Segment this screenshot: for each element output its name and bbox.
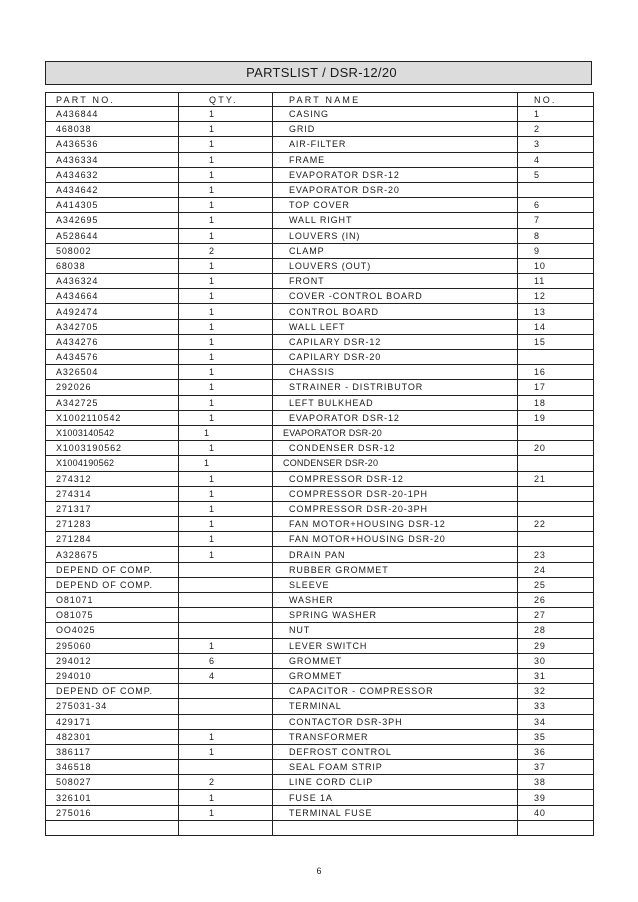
part-name-cell: EVAPORATOR DSR-12 bbox=[273, 410, 518, 425]
item-no-cell: 8 bbox=[518, 228, 594, 243]
qty-cell: 1 bbox=[179, 805, 273, 820]
qty-cell: 2 bbox=[179, 243, 273, 258]
qty-cell: 1 bbox=[179, 228, 273, 243]
table-row bbox=[46, 517, 594, 532]
qty-cell: 1 bbox=[179, 744, 273, 759]
table-row bbox=[46, 122, 594, 137]
part-name-cell: TRANSFORMER bbox=[273, 729, 518, 744]
part-no-cell: A436844 bbox=[46, 107, 179, 122]
part-name-cell: CAPACITOR - COMPRESSOR bbox=[273, 684, 518, 699]
qty-cell: 1 bbox=[179, 319, 273, 334]
qty-cell: 1 bbox=[179, 501, 273, 516]
qty-cell bbox=[179, 699, 273, 714]
item-no-cell: 3 bbox=[518, 137, 594, 152]
table-row bbox=[46, 684, 594, 699]
part-no-cell: O81075 bbox=[46, 608, 179, 623]
page-title: PARTSLIST / DSR-12/20 bbox=[246, 65, 397, 80]
qty-cell: 1 bbox=[179, 410, 273, 425]
qty-cell: 1 bbox=[179, 532, 273, 547]
part-name-cell: CONTACTOR DSR-3PH bbox=[273, 714, 518, 729]
table-row bbox=[46, 608, 594, 623]
part-no-cell: X1003190562 bbox=[46, 441, 179, 456]
table-row bbox=[46, 547, 594, 562]
item-no-cell: 39 bbox=[518, 790, 594, 805]
item-no-cell: 37 bbox=[518, 760, 594, 775]
qty-cell: 1 bbox=[179, 182, 273, 197]
item-no-cell: 26 bbox=[518, 593, 594, 608]
part-name-cell: FAN MOTOR+HOUSING DSR-20 bbox=[273, 532, 518, 547]
item-no-cell: 31 bbox=[518, 668, 594, 683]
part-name-cell: WALL RIGHT bbox=[273, 213, 518, 228]
part-no-cell: A342725 bbox=[46, 395, 179, 410]
qty-cell: 1 bbox=[179, 137, 273, 152]
part-no-cell: A434664 bbox=[46, 289, 179, 304]
qty-cell: 1 bbox=[179, 304, 273, 319]
qty-cell: 1 bbox=[179, 380, 273, 395]
qty-cell: 1 bbox=[179, 274, 273, 289]
qty-cell bbox=[179, 577, 273, 592]
qty-cell: 1 bbox=[179, 638, 273, 653]
table-row bbox=[46, 152, 594, 167]
part-no-cell: 271317 bbox=[46, 501, 179, 516]
part-no-cell: 68038 bbox=[46, 258, 179, 273]
table-row bbox=[46, 653, 594, 668]
table-row bbox=[46, 213, 594, 228]
table-row bbox=[46, 410, 594, 425]
part-no-cell: 326101 bbox=[46, 790, 179, 805]
item-no-cell: 17 bbox=[518, 380, 594, 395]
part-name-cell: TOP COVER bbox=[273, 198, 518, 213]
parts-table-body bbox=[46, 107, 594, 836]
part-name-cell: WALL LEFT bbox=[273, 319, 518, 334]
item-no-cell: 38 bbox=[518, 775, 594, 790]
item-no-cell bbox=[518, 425, 594, 440]
item-no-cell: 6 bbox=[518, 198, 594, 213]
table-row bbox=[46, 425, 594, 440]
qty-cell: 1 bbox=[179, 107, 273, 122]
part-name-cell: AIR-FILTER bbox=[273, 137, 518, 152]
part-name-cell: COMPRESSOR DSR-20-1PH bbox=[273, 486, 518, 501]
part-no-cell: A528644 bbox=[46, 228, 179, 243]
part-name-cell: CLAMP bbox=[273, 243, 518, 258]
table-row bbox=[46, 577, 594, 592]
part-no-cell: A342705 bbox=[46, 319, 179, 334]
table-row bbox=[46, 182, 594, 197]
part-no-cell: A414305 bbox=[46, 198, 179, 213]
item-no-cell: 12 bbox=[518, 289, 594, 304]
part-name-cell: COVER -CONTROL BOARD bbox=[273, 289, 518, 304]
item-no-cell: 9 bbox=[518, 243, 594, 258]
part-no-cell: A434276 bbox=[46, 334, 179, 349]
part-no-cell: A436324 bbox=[46, 274, 179, 289]
item-no-cell: 21 bbox=[518, 471, 594, 486]
parts-table bbox=[45, 92, 594, 836]
part-name-cell: GROMMET bbox=[273, 653, 518, 668]
part-no-cell: DEPEND OF COMP. bbox=[46, 562, 179, 577]
item-no-cell: 40 bbox=[518, 805, 594, 820]
qty-cell bbox=[179, 714, 273, 729]
partslist-title-box bbox=[45, 61, 592, 85]
item-no-cell bbox=[518, 182, 594, 197]
table-row bbox=[46, 258, 594, 273]
part-name-cell: CONTROL BOARD bbox=[273, 304, 518, 319]
part-no-cell: A436536 bbox=[46, 137, 179, 152]
part-name-cell: CHASSIS bbox=[273, 365, 518, 380]
table-row bbox=[46, 775, 594, 790]
part-name-cell: SLEEVE bbox=[273, 577, 518, 592]
item-no-cell: 4 bbox=[518, 152, 594, 167]
table-row bbox=[46, 107, 594, 122]
item-no-cell: 36 bbox=[518, 744, 594, 759]
qty-cell: 1 bbox=[179, 152, 273, 167]
part-no-cell: 294012 bbox=[46, 653, 179, 668]
table-row bbox=[46, 365, 594, 380]
table-row bbox=[46, 243, 594, 258]
part-no-cell: A434642 bbox=[46, 182, 179, 197]
table-row-empty bbox=[46, 820, 594, 835]
table-row bbox=[46, 289, 594, 304]
qty-cell bbox=[179, 760, 273, 775]
header-part-no: PART NO. bbox=[46, 93, 179, 107]
part-no-cell: A436334 bbox=[46, 152, 179, 167]
qty-cell bbox=[179, 562, 273, 577]
item-no-cell: 34 bbox=[518, 714, 594, 729]
table-row bbox=[46, 137, 594, 152]
item-no-cell: 23 bbox=[518, 547, 594, 562]
part-no-cell: 274314 bbox=[46, 486, 179, 501]
part-name-cell: DEFROST CONTROL bbox=[273, 744, 518, 759]
table-row bbox=[46, 805, 594, 820]
part-no-cell: X1002110542 bbox=[46, 410, 179, 425]
part-name-cell: FUSE 1A bbox=[273, 790, 518, 805]
table-row bbox=[46, 441, 594, 456]
part-no-cell: 292026 bbox=[46, 380, 179, 395]
part-no-cell: 271284 bbox=[46, 532, 179, 547]
qty-cell: 4 bbox=[179, 668, 273, 683]
table-row bbox=[46, 228, 594, 243]
empty-cell bbox=[179, 820, 273, 835]
table-row bbox=[46, 395, 594, 410]
table-row bbox=[46, 668, 594, 683]
qty-cell: 1 bbox=[179, 122, 273, 137]
part-no-cell: 508027 bbox=[46, 775, 179, 790]
part-name-cell: LEVER SWITCH bbox=[273, 638, 518, 653]
part-no-cell: DEPEND OF COMP. bbox=[46, 577, 179, 592]
table-row bbox=[46, 562, 594, 577]
item-no-cell bbox=[518, 350, 594, 365]
item-no-cell: 18 bbox=[518, 395, 594, 410]
item-no-cell: 29 bbox=[518, 638, 594, 653]
table-row bbox=[46, 274, 594, 289]
qty-cell: 1 bbox=[179, 486, 273, 501]
page-number: 6 bbox=[316, 866, 322, 876]
table-row bbox=[46, 501, 594, 516]
part-name-cell: DRAIN PAN bbox=[273, 547, 518, 562]
qty-cell: 1 bbox=[179, 729, 273, 744]
item-no-cell: 2 bbox=[518, 122, 594, 137]
part-no-cell: 275016 bbox=[46, 805, 179, 820]
header-part-name: PART NAME bbox=[273, 93, 518, 107]
qty-cell: 1 bbox=[179, 517, 273, 532]
part-no-cell: 429171 bbox=[46, 714, 179, 729]
table-row bbox=[46, 623, 594, 638]
qty-cell: 6 bbox=[179, 653, 273, 668]
item-no-cell: 27 bbox=[518, 608, 594, 623]
part-name-cell: GROMMET bbox=[273, 668, 518, 683]
table-row bbox=[46, 714, 594, 729]
part-no-cell: 346518 bbox=[46, 760, 179, 775]
qty-cell: 1 bbox=[179, 365, 273, 380]
part-name-cell: SPRING WASHER bbox=[273, 608, 518, 623]
empty-cell bbox=[273, 820, 518, 835]
qty-cell: 1 bbox=[179, 547, 273, 562]
part-no-cell: OO4025 bbox=[46, 623, 179, 638]
qty-cell: 1 bbox=[179, 395, 273, 410]
item-no-cell: 19 bbox=[518, 410, 594, 425]
qty-cell: 1 bbox=[179, 258, 273, 273]
qty-cell: 1 bbox=[179, 441, 273, 456]
part-no-cell: X1004190562 bbox=[46, 456, 179, 471]
part-no-cell: 295060 bbox=[46, 638, 179, 653]
part-no-cell: O81071 bbox=[46, 593, 179, 608]
part-no-cell: DEPEND OF COMP. bbox=[46, 684, 179, 699]
qty-cell: 1 bbox=[179, 350, 273, 365]
header-qty: QTY. bbox=[179, 93, 273, 107]
table-row bbox=[46, 167, 594, 182]
part-no-cell: 274312 bbox=[46, 471, 179, 486]
item-no-cell bbox=[518, 456, 594, 471]
item-no-cell: 15 bbox=[518, 334, 594, 349]
item-no-cell: 5 bbox=[518, 167, 594, 182]
qty-cell bbox=[179, 623, 273, 638]
part-name-cell: NUT bbox=[273, 623, 518, 638]
qty-cell: 2 bbox=[179, 775, 273, 790]
part-no-cell: 482301 bbox=[46, 729, 179, 744]
part-name-cell: EVAPORATOR DSR-12 bbox=[273, 167, 518, 182]
part-name-cell: EVAPORATOR DSR-20 bbox=[273, 425, 518, 440]
part-name-cell: LOUVERS (IN) bbox=[273, 228, 518, 243]
part-name-cell: FRONT bbox=[273, 274, 518, 289]
part-no-cell: A326504 bbox=[46, 365, 179, 380]
table-row bbox=[46, 380, 594, 395]
qty-cell: 1 bbox=[179, 198, 273, 213]
part-no-cell: 275031-34 bbox=[46, 699, 179, 714]
table-header-row bbox=[46, 93, 594, 107]
part-no-cell: A342695 bbox=[46, 213, 179, 228]
part-no-cell: A328675 bbox=[46, 547, 179, 562]
part-name-cell: EVAPORATOR DSR-20 bbox=[273, 182, 518, 197]
item-no-cell: 1 bbox=[518, 107, 594, 122]
item-no-cell: 35 bbox=[518, 729, 594, 744]
part-no-cell: 508002 bbox=[46, 243, 179, 258]
item-no-cell: 32 bbox=[518, 684, 594, 699]
part-name-cell: GRID bbox=[273, 122, 518, 137]
item-no-cell bbox=[518, 501, 594, 516]
item-no-cell: 13 bbox=[518, 304, 594, 319]
part-no-cell: A434576 bbox=[46, 350, 179, 365]
part-name-cell: FRAME bbox=[273, 152, 518, 167]
qty-cell: 1 bbox=[179, 334, 273, 349]
part-name-cell: RUBBER GROMMET bbox=[273, 562, 518, 577]
table-row bbox=[46, 319, 594, 334]
qty-cell: 1 bbox=[179, 289, 273, 304]
part-name-cell: LOUVERS (OUT) bbox=[273, 258, 518, 273]
part-name-cell: LINE CORD CLIP bbox=[273, 775, 518, 790]
qty-cell: 1 bbox=[179, 213, 273, 228]
part-name-cell: FAN MOTOR+HOUSING DSR-12 bbox=[273, 517, 518, 532]
part-name-cell: CONDENSER DSR-12 bbox=[273, 441, 518, 456]
part-name-cell: COMPRESSOR DSR-20-3PH bbox=[273, 501, 518, 516]
table-row bbox=[46, 760, 594, 775]
part-no-cell: A434632 bbox=[46, 167, 179, 182]
table-row bbox=[46, 198, 594, 213]
empty-cell bbox=[46, 820, 179, 835]
part-name-cell: COMPRESSOR DSR-12 bbox=[273, 471, 518, 486]
part-name-cell: CAPILARY DSR-12 bbox=[273, 334, 518, 349]
item-no-cell: 33 bbox=[518, 699, 594, 714]
item-no-cell bbox=[518, 532, 594, 547]
table-row bbox=[46, 593, 594, 608]
item-no-cell: 30 bbox=[518, 653, 594, 668]
qty-cell: 1 bbox=[179, 471, 273, 486]
item-no-cell: 11 bbox=[518, 274, 594, 289]
part-name-cell: CONDENSER DSR-20 bbox=[273, 456, 518, 471]
part-no-cell: 271283 bbox=[46, 517, 179, 532]
part-name-cell: CASING bbox=[273, 107, 518, 122]
part-no-cell: X1003140542 bbox=[46, 425, 179, 440]
item-no-cell: 25 bbox=[518, 577, 594, 592]
item-no-cell: 20 bbox=[518, 441, 594, 456]
item-no-cell: 14 bbox=[518, 319, 594, 334]
qty-cell: 1 bbox=[179, 167, 273, 182]
part-no-cell: 294010 bbox=[46, 668, 179, 683]
item-no-cell: 10 bbox=[518, 258, 594, 273]
table-row bbox=[46, 744, 594, 759]
table-row bbox=[46, 790, 594, 805]
empty-cell bbox=[518, 820, 594, 835]
table-row bbox=[46, 699, 594, 714]
qty-cell bbox=[179, 684, 273, 699]
part-no-cell: 386117 bbox=[46, 744, 179, 759]
part-name-cell: CAPILARY DSR-20 bbox=[273, 350, 518, 365]
part-name-cell: LEFT BULKHEAD bbox=[273, 395, 518, 410]
table-row bbox=[46, 456, 594, 471]
item-no-cell: 22 bbox=[518, 517, 594, 532]
table-row bbox=[46, 486, 594, 501]
part-name-cell: SEAL FOAM STRIP bbox=[273, 760, 518, 775]
table-row bbox=[46, 350, 594, 365]
qty-cell: 1 bbox=[179, 790, 273, 805]
part-name-cell: TERMINAL FUSE bbox=[273, 805, 518, 820]
table-row bbox=[46, 334, 594, 349]
qty-cell: 1 bbox=[179, 456, 273, 471]
table-row bbox=[46, 304, 594, 319]
item-no-cell: 24 bbox=[518, 562, 594, 577]
qty-cell bbox=[179, 593, 273, 608]
item-no-cell: 16 bbox=[518, 365, 594, 380]
part-name-cell: TERMINAL bbox=[273, 699, 518, 714]
table-row bbox=[46, 471, 594, 486]
item-no-cell: 28 bbox=[518, 623, 594, 638]
part-no-cell: A492474 bbox=[46, 304, 179, 319]
part-name-cell: WASHER bbox=[273, 593, 518, 608]
table-row bbox=[46, 638, 594, 653]
table-row bbox=[46, 729, 594, 744]
table-row bbox=[46, 532, 594, 547]
qty-cell: 1 bbox=[179, 425, 273, 440]
qty-cell bbox=[179, 608, 273, 623]
item-no-cell bbox=[518, 486, 594, 501]
item-no-cell: 7 bbox=[518, 213, 594, 228]
part-no-cell: 468038 bbox=[46, 122, 179, 137]
part-name-cell: STRAINER - DISTRIBUTOR bbox=[273, 380, 518, 395]
header-no: NO. bbox=[518, 93, 594, 107]
